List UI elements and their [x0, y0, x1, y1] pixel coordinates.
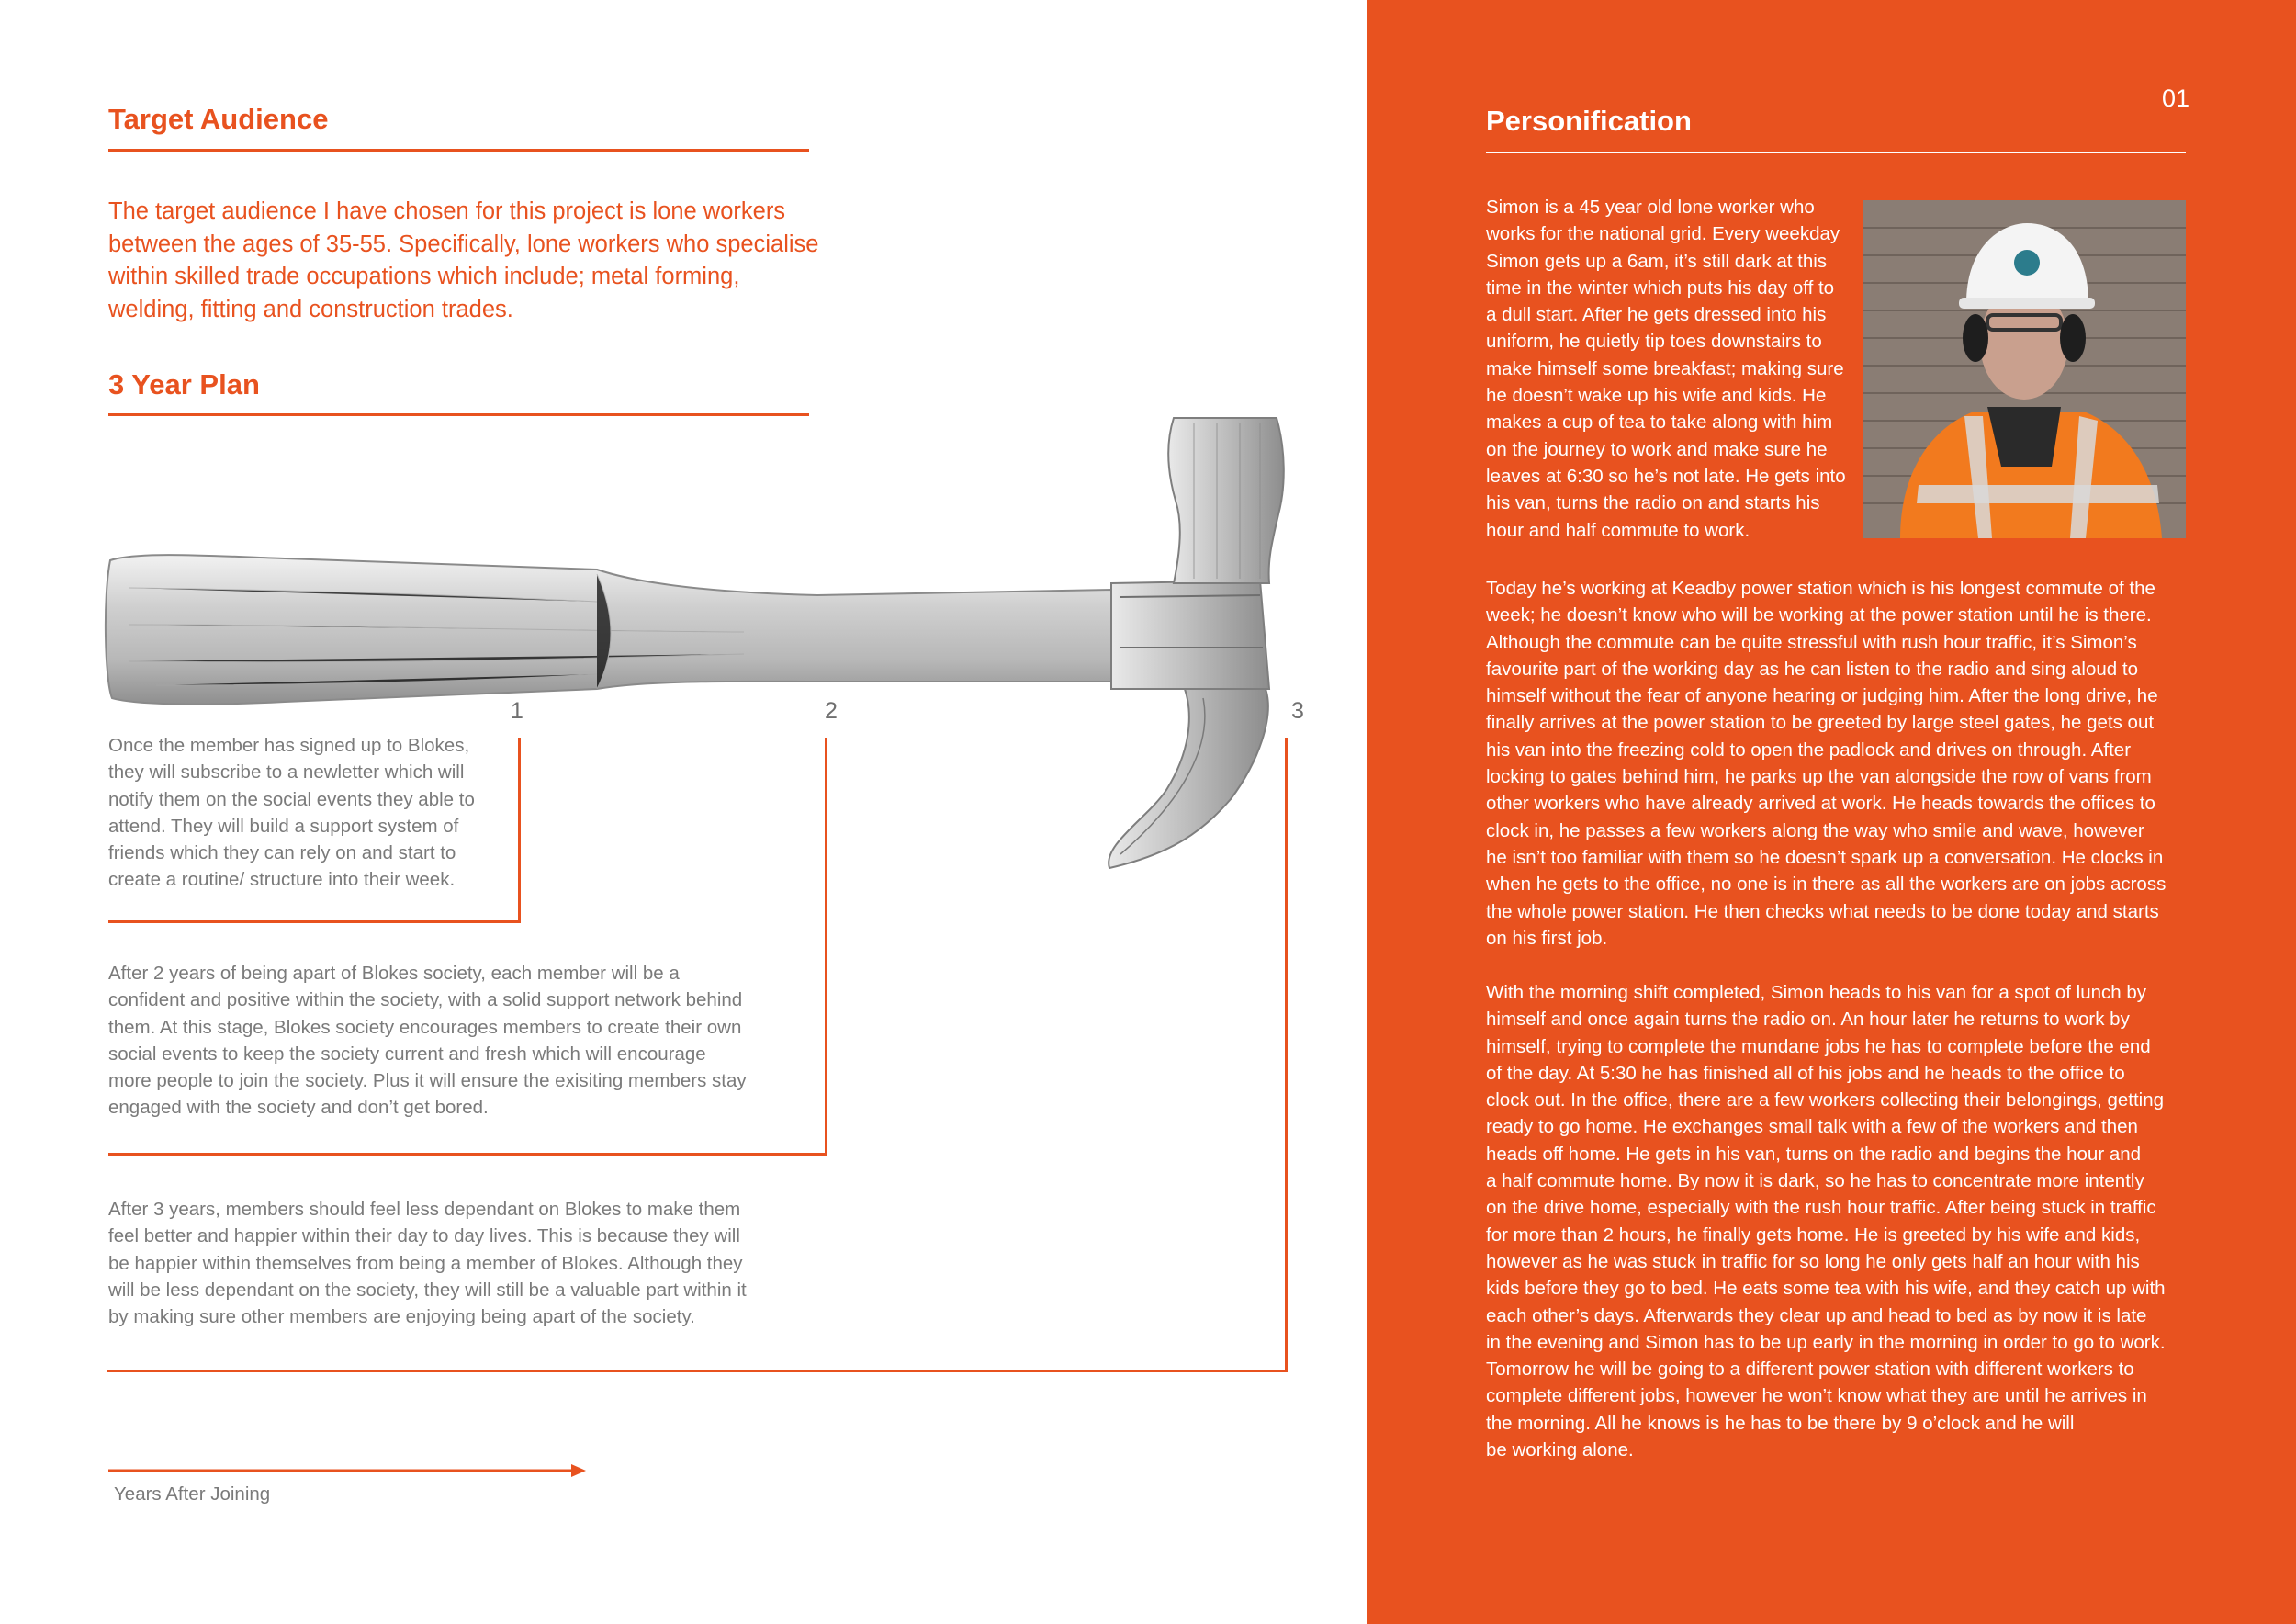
- text-line: in the evening and Simon has to be up early in the morning in order to go to work.: [1486, 1331, 2166, 1353]
- text-line: for more than 2 hours, he finally gets home. He is greeted by his wife and kids,: [1486, 1224, 2141, 1246]
- text-line: works for the national grid. Every weekday: [1486, 223, 1840, 245]
- text-line: on his first job.: [1486, 927, 1608, 949]
- text-line: on the drive home, especially with the rush hour traffic. After being stuck in traffic: [1486, 1197, 2156, 1219]
- right-page: [1367, 0, 2296, 1624]
- text-line: each other’s days. Afterwards they clear up and head to bed as by now it is late: [1486, 1304, 2147, 1326]
- text-line: Tomorrow he will be going to a different power station with different workers to: [1486, 1359, 2134, 1381]
- text-line: Simon gets up a 6am, it’s still dark at this: [1486, 250, 1828, 272]
- text-line: Once the member has signed up to Blokes,: [108, 735, 470, 756]
- page-number: 01: [2162, 85, 2190, 112]
- text-line: a dull start. After he gets dressed into his: [1486, 304, 1827, 326]
- text-line: Today he’s working at Keadby power station which is his longest commute of the: [1486, 578, 2155, 599]
- year2-connector: [825, 738, 827, 1156]
- text-line: hour and half commute to work.: [1486, 519, 1750, 541]
- plan-heading: 3 Year Plan: [108, 368, 260, 400]
- text-line: clock in, he passes a few workers along the way who smile and wave, however: [1486, 819, 2144, 841]
- text-line: feel better and happier within their day to day lives. This is because they will: [108, 1225, 740, 1247]
- text-line: however as he was stuck in traffic for so long he only gets half an hour with his: [1486, 1250, 2140, 1272]
- text-line: the morning. All he knows is he has to be there by 9 o’clock and he will: [1486, 1412, 2075, 1434]
- target-audience-rule: [108, 149, 809, 152]
- personification-rule: [1486, 152, 2186, 153]
- plan-section: [108, 368, 260, 401]
- year3-text: [108, 1196, 747, 1330]
- text-line: between the ages of 35-55. Specifically, lone workers who specialise: [108, 231, 819, 257]
- text-line: finally arrives at the power station to be greeted by large steel gates, he gets out: [1486, 712, 2155, 734]
- text-line: more people to join the society. Plus it will ensure the exisiting members stay: [108, 1070, 747, 1092]
- text-line: welding, fitting and construction trades.: [108, 296, 513, 322]
- text-line: ready to go home. He exchanges small talk with a few of the workers and then: [1486, 1116, 2138, 1138]
- text-line: time in the winter which puts his day off to: [1486, 276, 1835, 299]
- text-line: will be less dependant on the society, they will still be a valuable part within it: [108, 1279, 747, 1301]
- text-line: be working alone.: [1486, 1439, 1634, 1461]
- target-audience-text: [108, 196, 843, 326]
- year1-connector: [518, 738, 521, 923]
- text-line: uniform, he quietly tip toes downstairs to: [1486, 331, 1822, 353]
- text-line: After 3 years, members should feel less dependant on Blokes to make them: [108, 1199, 741, 1220]
- text-line: of the day. At 5:30 he has finished all of his jobs and he heads to the office to: [1486, 1062, 2125, 1084]
- text-line: he isn’t too familiar with them so he doesn’t spark up a conversation. He clocks in: [1486, 846, 2164, 868]
- text-line: when he gets to the office, no one is in there as all the workers are on jobs across: [1486, 874, 2167, 896]
- arrow-right-icon: [108, 1460, 586, 1481]
- year1-baseline: [108, 920, 521, 923]
- text-line: make himself some breakfast; making sure: [1486, 357, 1844, 379]
- personification-para3: [1486, 979, 2166, 1463]
- text-line: create a routine/ structure into their week.: [108, 869, 456, 891]
- text-line: leaves at 6:30 so he’s not late. He gets into: [1486, 465, 1846, 487]
- text-line: favourite part of the working day as he can listen to the radio and sing aloud to: [1486, 658, 2138, 680]
- text-line: he doesn’t wake up his wife and kids. He: [1486, 385, 1827, 407]
- text-line: himself without the fear of anyone hearing or judging him. After the long drive, he: [1486, 685, 2158, 707]
- text-line: his van, turns the radio on and starts his: [1486, 492, 1820, 514]
- text-line: engaged with the society and don’t get bored.: [108, 1097, 489, 1119]
- text-line: by making sure other members are enjoying being apart of the society.: [108, 1306, 695, 1328]
- year2-baseline: [108, 1153, 827, 1156]
- personification-para1: [1486, 194, 1846, 544]
- text-line: week; he doesn’t know who will be working at the power station until he is there.: [1486, 604, 2152, 626]
- text-line: makes a cup of tea to take along with him: [1486, 412, 1833, 434]
- text-line: the whole power station. He then checks what needs to be done today and starts: [1486, 900, 2159, 922]
- year1-text: [108, 732, 475, 894]
- text-line: Although the commute can be quite stressful with rush hour traffic, it’s Simon’s: [1486, 631, 2137, 653]
- text-line: social events to keep the society current and fresh which will encourage: [108, 1043, 706, 1065]
- target-audience-section: [108, 103, 328, 136]
- text-line: them. At this stage, Blokes society encourages members to create their own: [108, 1016, 742, 1038]
- text-line: on the journey to work and make sure he: [1486, 438, 1828, 460]
- text-line: After 2 years of being apart of Blokes society, each member will be a: [108, 963, 680, 984]
- text-line: confident and positive within the society, with a solid support network behind: [108, 989, 743, 1011]
- text-line: a half commute home. By now it is dark, so he has to concentrate more intently: [1486, 1170, 2144, 1192]
- text-line: kids before they go to bed. He eats some tea with his wife, and they catch up with: [1486, 1278, 2166, 1300]
- text-line: Simon is a 45 year old lone worker who: [1486, 197, 1815, 218]
- target-audience-heading: Target Audience: [108, 103, 329, 135]
- text-line: clock out. In the office, there are a few workers collecting their belongings, getting: [1486, 1089, 2165, 1111]
- text-line: they will subscribe to a newletter which will: [108, 761, 465, 784]
- year2-text: [108, 960, 747, 1122]
- year3-connector: [1285, 738, 1288, 1372]
- text-line: friends which they can rely on and start to: [108, 842, 456, 864]
- text-line: himself and once again turns the radio on. An hour later he returns to work by: [1486, 1009, 2130, 1031]
- text-line: himself, trying to complete the mundane jobs he has to complete before the end: [1486, 1035, 2151, 1057]
- text-line: complete different jobs, however he won’t know what they are until he arrives in: [1486, 1385, 2147, 1407]
- year-marker-2: 2: [825, 698, 838, 724]
- personification-heading: Personification: [1486, 105, 1692, 137]
- text-line: heads off home. He gets in his van, turns on the radio and begins the hour and: [1486, 1143, 2142, 1165]
- text-line: notify them on the social events they able to: [108, 788, 475, 810]
- text-line: The target audience I have chosen for this project is lone workers: [108, 198, 786, 224]
- axis-label: Years After Joining: [114, 1483, 271, 1505]
- text-line: within skilled trade occupations which include; metal forming,: [108, 264, 740, 289]
- text-line: attend. They will build a support system of: [108, 815, 459, 837]
- year-marker-3: 3: [1291, 698, 1304, 724]
- text-line: With the morning shift completed, Simon heads to his van for a spot of lunch by: [1486, 982, 2147, 1003]
- year3-baseline: [107, 1370, 1288, 1372]
- text-line: his van into the freezing cold to open the padlock and drives on through. After: [1486, 739, 2132, 761]
- worker-portrait-image: [1863, 200, 2186, 538]
- text-line: other workers who have already arrived at work. He heads towards the offices to: [1486, 793, 2155, 815]
- year-marker-1: 1: [511, 698, 523, 724]
- personification-para2: [1486, 575, 2166, 952]
- text-line: locking to gates behind him, he parks up the van alongside the row of vans from: [1486, 766, 2152, 788]
- text-line: be happier within themselves from being a member of Blokes. Although they: [108, 1252, 743, 1274]
